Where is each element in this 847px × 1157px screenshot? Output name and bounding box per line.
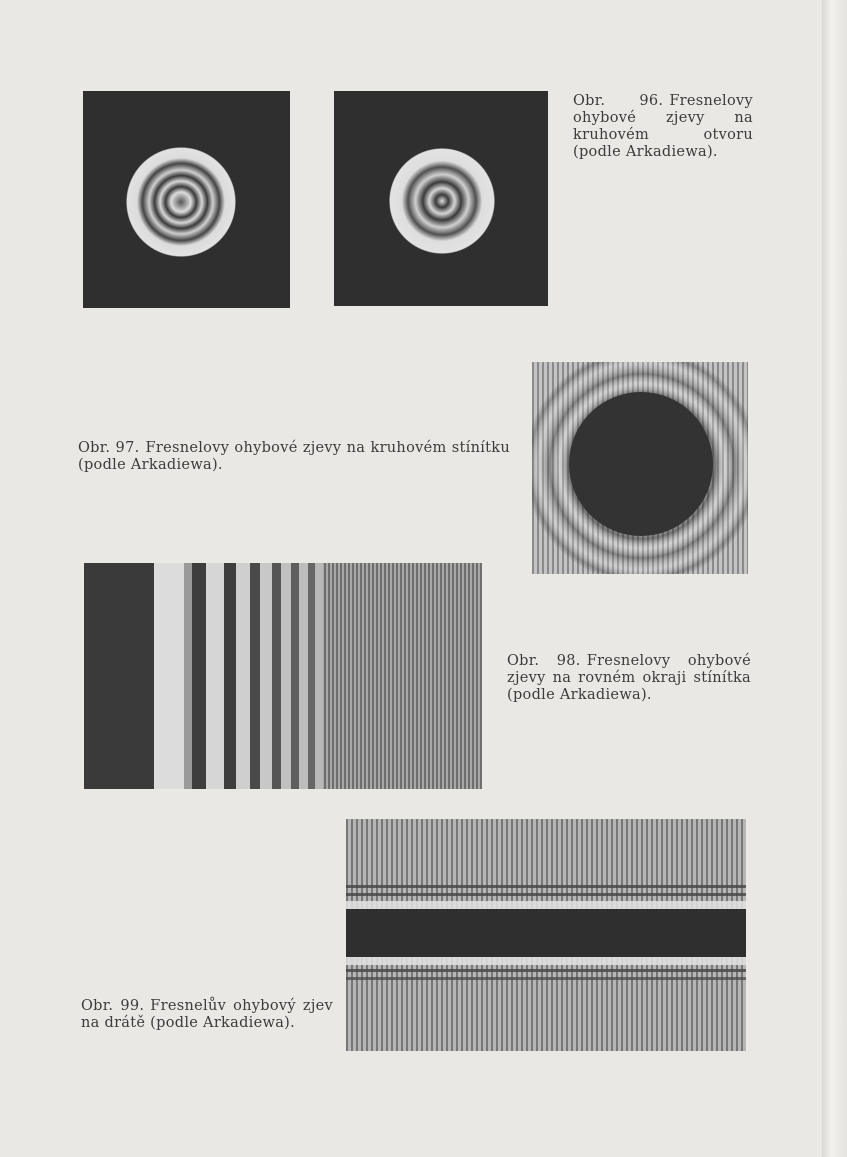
figure-99-image [346, 819, 746, 1051]
figure-97-caption: Obr. 97. Fresnelovy ohybové zjevy na kruhovém stínítku (podle Arkadiewa). [78, 440, 510, 473]
figure-96a-image [83, 91, 290, 308]
figure-96-caption: Obr. 96. Fresnelovy ohybové zjevy na kruhovém otvoru (podle Arkadiewa). [573, 93, 753, 160]
page-edge [822, 0, 847, 1157]
figure-98-caption: Obr. 98. Fresnelovy ohybové zjevy na rovném okraji stínítka (podle Arkadiewa). [507, 653, 751, 703]
figure-96b-image [334, 91, 548, 306]
figure-98-image [84, 563, 482, 789]
figure-99-caption: Obr. 99. Fresnelův ohybový zjev na drátě (podle Arkadiewa). [81, 998, 333, 1031]
figure-97-image [532, 362, 748, 574]
